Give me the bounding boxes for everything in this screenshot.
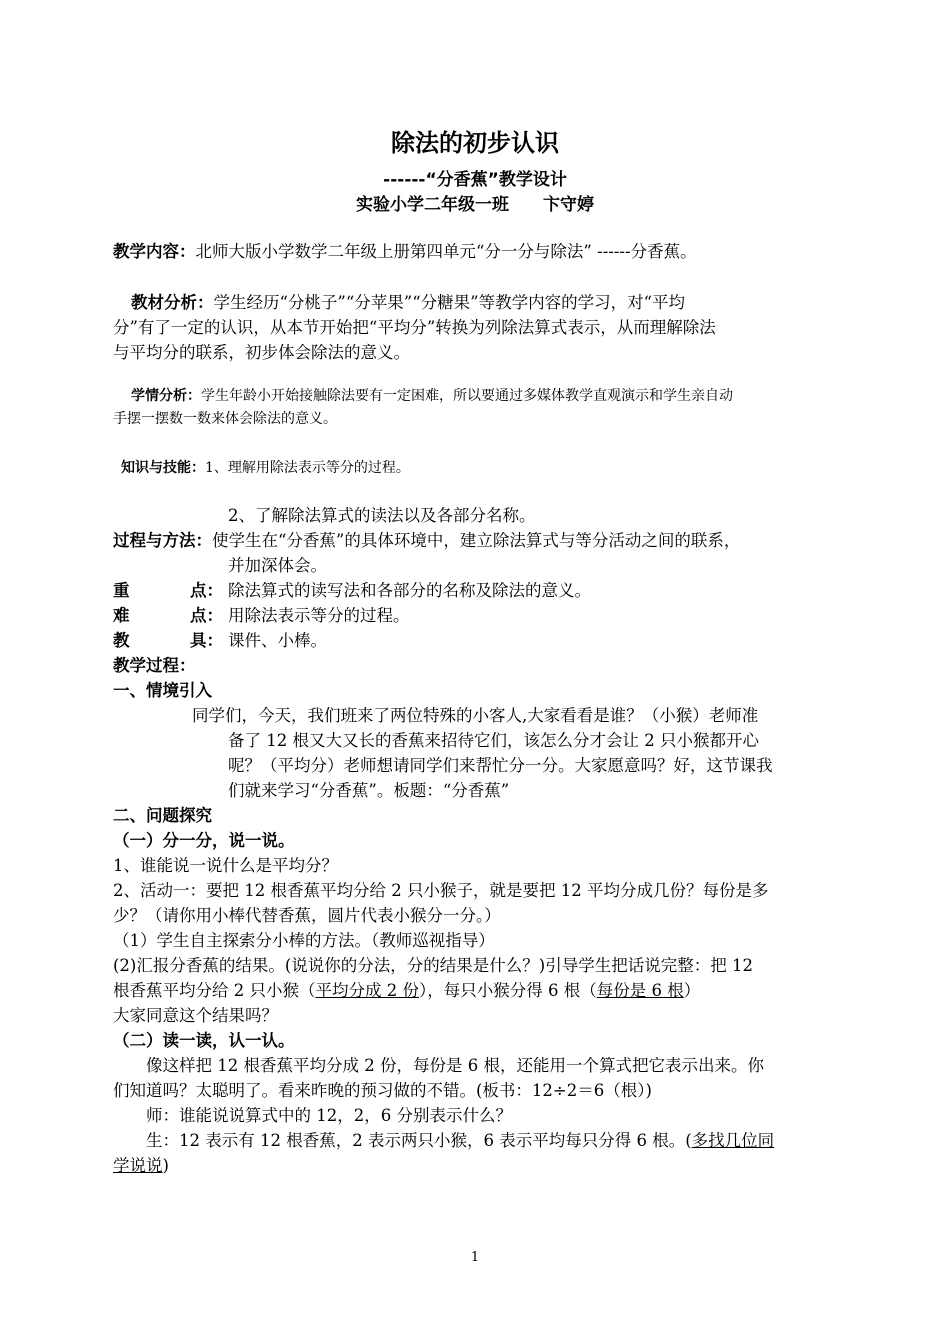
section-heading-1: 一、情境引入 [113, 681, 212, 700]
page-number: 1 [470, 1250, 480, 1265]
content-label: 教学内容： [113, 242, 196, 261]
method-line-2: 并加深体会。 [228, 556, 327, 575]
intro-line-2: 备了 12 根又大又长的香蕉来招待它们，该怎么分才会让 2 只小猴都开心 [228, 731, 759, 750]
author-line: 实验小学二年级一班 卞守婷 [356, 195, 594, 215]
student-answer-line-1 [146, 1127, 774, 1151]
key-text: 除法算式的读写法和各部分的名称及除法的意义。 [228, 581, 591, 600]
underlined-answer-2: 每份是 6 根 [596, 981, 684, 1000]
read-line-2: 们知道吗？太聪明了。看来昨晚的预习做的不错。(板书：12÷2＝6（根）) [113, 1081, 652, 1100]
key-label-b: 点： [190, 581, 223, 600]
step-2-text-c: ） [683, 981, 701, 1000]
situation-label: 学情分析： [131, 388, 201, 404]
section-heading-2: 二、问题探究 [113, 806, 212, 825]
intro-line-3: 呢？（平均分）老师想请同学们来帮忙分一分。大家愿意吗？好，这节课我 [228, 756, 773, 775]
tool-label-b: 具： [190, 631, 223, 650]
underlined-answer-1: 平均分成 2 份 [315, 981, 419, 1000]
read-line-1: 像这样把 12 根香蕉平均分成 2 份，每份是 6 根，还能用一个算式把它表示出来。你 [146, 1056, 764, 1075]
analysis-label: 教材分析： [131, 293, 214, 312]
content-text: 北师大版小学数学二年级上册第四单元“分一分与除法” ------分香蕉。 [195, 242, 697, 261]
skill-line-2: 2、了解除法算式的读法以及各部分名称。 [228, 506, 536, 525]
student-answer-line-2 [113, 1152, 169, 1176]
situation-line-1 [131, 385, 733, 405]
step-2-text-b: ），每只小猴分得 6 根（ [419, 981, 597, 1000]
subsection-heading-2: （二）读一读，认一认。 [113, 1031, 295, 1050]
tool-text: 课件、小棒。 [228, 631, 327, 650]
situation-line-2: 手摆一摆数一数来体会除法的意义。 [113, 411, 337, 427]
question-2-line-2: 少？（请你用小棒代替香蕉，圆片代表小猴分一分。） [113, 906, 501, 925]
diff-label-b: 点： [190, 606, 223, 625]
analysis-line-1 [131, 289, 685, 313]
method-label: 过程与方法： [113, 531, 212, 550]
intro-line-1: 同学们，今天，我们班来了两位特殊的小客人,大家看看是谁？（小猴）老师准 [192, 706, 759, 725]
step-1: （1）学生自主探索分小棒的方法。（教师巡视指导） [113, 931, 495, 950]
content-line [113, 238, 697, 262]
diff-text: 用除法表示等分的过程。 [228, 606, 410, 625]
page-title: 除法的初步认识 [391, 129, 559, 157]
step-2-line-1: (2)汇报分香蕉的结果。(说说你的分法，分的结果是什么？)引导学生把话说完整：把 12 [113, 956, 753, 975]
underlined-note-2: 学说说 [113, 1156, 163, 1175]
tool-label-a: 教 [113, 631, 130, 650]
skill-label: 知识与技能： [121, 460, 205, 476]
question-1: 1、谁能说一说什么是平均分？ [113, 856, 338, 875]
analysis-line-3: 与平均分的联系，初步体会除法的意义。 [113, 343, 410, 362]
student-answer-text: 生：12 表示有 12 根香蕉，2 表示两只小猴，6 表示平均每只分得 6 根。( [146, 1131, 692, 1150]
method-line-1 [113, 527, 740, 551]
closing-paren: ) [162, 1156, 169, 1175]
key-label-a: 重 [113, 581, 130, 600]
teacher-question: 师：谁能说说算式中的 12，2，6 分别表示什么？ [146, 1106, 512, 1125]
step-2-line-2 [113, 977, 700, 1001]
step-2-text-a: 根香蕉平均分给 2 只小猴（ [113, 981, 316, 1000]
underlined-note-1: 多找几位同 [691, 1131, 775, 1150]
step-2-line-3: 大家同意这个结果吗？ [113, 1006, 278, 1025]
intro-line-4: 们就来学习“分香蕉”。板题：“分香蕉” [228, 781, 510, 800]
situation-text-1: 学生年龄小开始接触除法要有一定困难，所以要通过多媒体教学直观演示和学生亲自动 [201, 388, 733, 404]
analysis-text-1: 学生经历“分桃子”“分苹果”“分糖果”等教学内容的学习，对“平均 [213, 293, 686, 312]
skill-line-1 [121, 457, 410, 477]
analysis-line-2: 分”有了一定的认识，从本节开始把“平均分”转换为列除法算式表示，从而理解除法 [113, 318, 716, 337]
process-label: 教学过程： [113, 656, 196, 675]
subtitle: ------“分香蕉”教学设计 [383, 170, 567, 190]
question-2-line-1: 2、活动一：要把 12 根香蕉平均分给 2 只小猴子，就是要把 12 平均分成几份？每份是多 [113, 881, 769, 900]
method-text-1: 使学生在“分香蕉”的具体环境中，建立除法算式与等分活动之间的联系， [212, 531, 741, 550]
diff-label-a: 难 [113, 606, 130, 625]
subsection-heading-1: （一）分一分，说一说。 [113, 831, 295, 850]
skill-text-1: 1、理解用除法表示等分的过程。 [205, 460, 410, 476]
